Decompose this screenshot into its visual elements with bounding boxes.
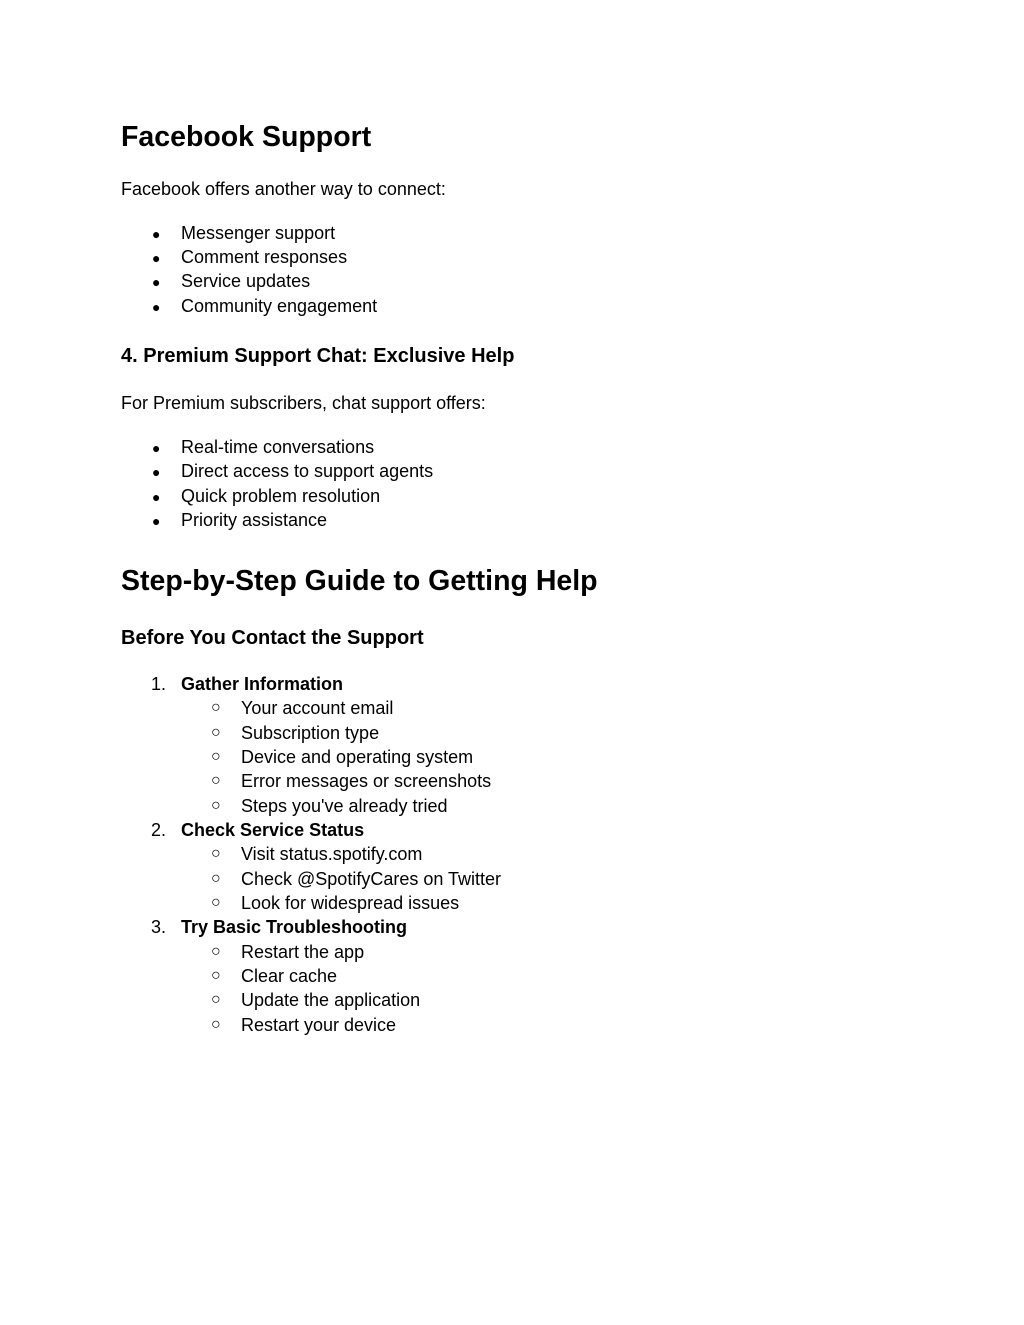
list-item: Your account email	[241, 698, 394, 718]
list-item: Restart the app	[241, 942, 365, 962]
sub-bullet-icon: ○	[211, 748, 221, 765]
list-item: Quick problem resolution	[181, 486, 381, 506]
list-item: Steps you've already tried	[241, 796, 448, 816]
list-item: Service updates	[181, 271, 311, 291]
bullet-icon: ●	[152, 299, 161, 315]
sub-bullet-icon: ○	[211, 797, 221, 814]
sub-bullet-icon: ○	[211, 991, 221, 1008]
sub-bullet-icon: ○	[211, 894, 221, 911]
list-item: Messenger support	[181, 223, 336, 243]
list-item: Look for widespread issues	[241, 893, 460, 913]
sub-bullet-icon: ○	[211, 772, 221, 789]
sub-bullet-icon: ○	[211, 699, 221, 716]
premium-support-intro: For Premium subscribers, chat support offers:	[121, 393, 486, 413]
list-item: Real-time conversations	[181, 437, 375, 457]
sub-bullet-icon: ○	[211, 724, 221, 741]
facebook-support-intro: Facebook offers another way to connect:	[121, 179, 446, 199]
bullet-icon: ●	[152, 226, 161, 242]
list-item: Device and operating system	[241, 747, 474, 767]
list-item: Comment responses	[181, 247, 348, 267]
list-item: Check @SpotifyCares on Twitter	[241, 869, 502, 889]
sub-bullet-icon: ○	[211, 845, 221, 862]
list-item: Error messages or screenshots	[241, 771, 492, 791]
step-number: 2.	[151, 820, 167, 840]
step-guide-heading: Step-by-Step Guide to Getting Help	[121, 565, 598, 597]
bullet-icon: ●	[152, 513, 161, 529]
step-title: Try Basic Troubleshooting	[181, 917, 408, 937]
list-item: Community engagement	[181, 296, 378, 316]
bullet-icon: ●	[152, 440, 161, 456]
premium-support-heading: 4. Premium Support Chat: Exclusive Help	[121, 345, 515, 367]
step-number: 1.	[151, 674, 167, 694]
sub-bullet-icon: ○	[211, 967, 221, 984]
bullet-icon: ●	[152, 250, 161, 266]
sub-bullet-icon: ○	[211, 943, 221, 960]
list-item: Priority assistance	[181, 510, 328, 530]
step-number: 3.	[151, 917, 167, 937]
list-item: Direct access to support agents	[181, 461, 434, 481]
list-item: Update the application	[241, 990, 421, 1010]
step-title: Check Service Status	[181, 820, 365, 840]
list-item: Clear cache	[241, 966, 338, 986]
list-item: Subscription type	[241, 723, 380, 743]
facebook-support-heading: Facebook Support	[121, 121, 372, 153]
sub-bullet-icon: ○	[211, 1016, 221, 1033]
bullet-icon: ●	[152, 274, 161, 290]
before-contact-subheading: Before You Contact the Support	[121, 627, 424, 649]
sub-bullet-icon: ○	[211, 870, 221, 887]
step-title: Gather Information	[181, 674, 344, 694]
bullet-icon: ●	[152, 489, 161, 505]
bullet-icon: ●	[152, 464, 161, 480]
list-item: Restart your device	[241, 1015, 397, 1035]
list-item: Visit status.spotify.com	[241, 844, 423, 864]
